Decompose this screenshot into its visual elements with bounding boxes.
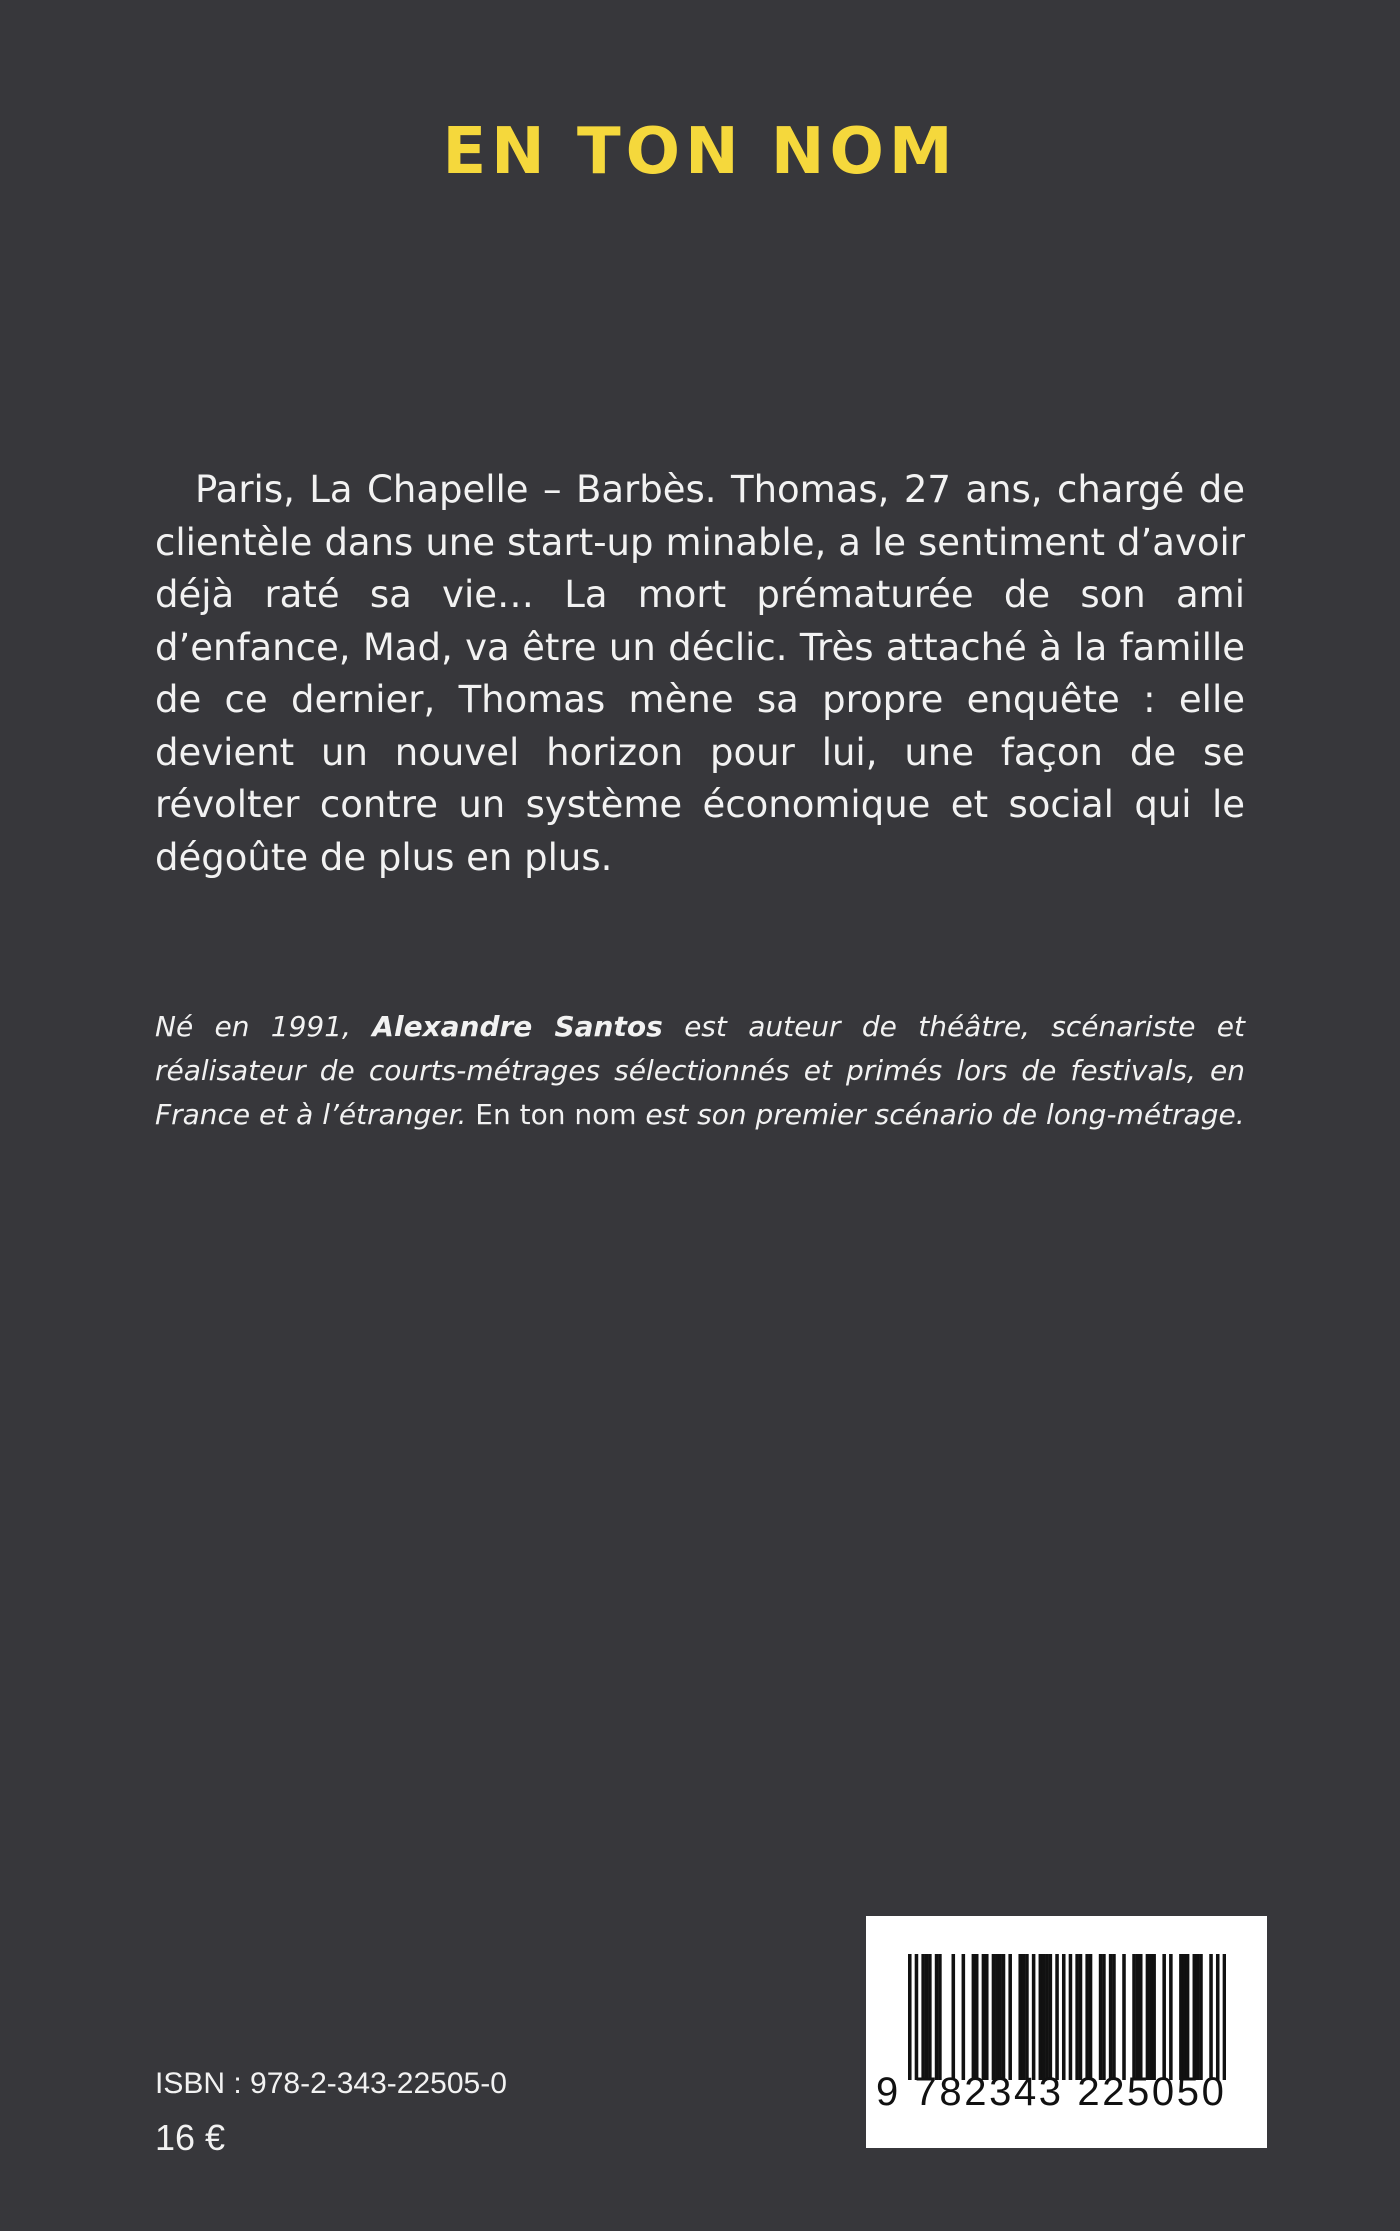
- author-bio: [155, 1005, 1245, 1137]
- isbn-number: ISBN : 978-2-343-22505-0: [155, 2067, 507, 2100]
- barcode: [866, 1916, 1267, 2148]
- bio-text-career: est auteur de théâtre, scénariste et réalisateur de courts-métrages sélectionnés et primés lors de festivals, en France et à l’étranger.: [155, 1010, 1245, 1131]
- bio-text-closing: est son premier scénario de long-métrage.: [645, 1098, 1245, 1131]
- book-summary: Paris, La Chapelle – Barbès. Thomas, 27 ans, chargé de clientèle dans une start-up minable, a le sentiment d’avoir déjà raté sa vie… La mort prématurée de son ami d’enfance, Mad, va être un déclic. Très attaché à la famille de ce dernier, Thomas mène sa propre enquête : elle devient un nouvel horizon pour lui, une façon de se révolter contre un système économique et social qui le dégoûte de plus en plus.: [155, 468, 1245, 879]
- bio-text-birth: Né en 1991,: [155, 1010, 351, 1043]
- barcode-bars-icon: [908, 1954, 1226, 2080]
- barcode-digits: 9 782343 225050: [876, 2070, 1227, 2114]
- bio-book-title: En ton nom: [475, 1098, 637, 1131]
- price-label: 16 €: [155, 2117, 226, 2158]
- author-name: Alexandre Santos: [372, 1010, 663, 1043]
- book-title: EN TON NOM: [442, 115, 958, 189]
